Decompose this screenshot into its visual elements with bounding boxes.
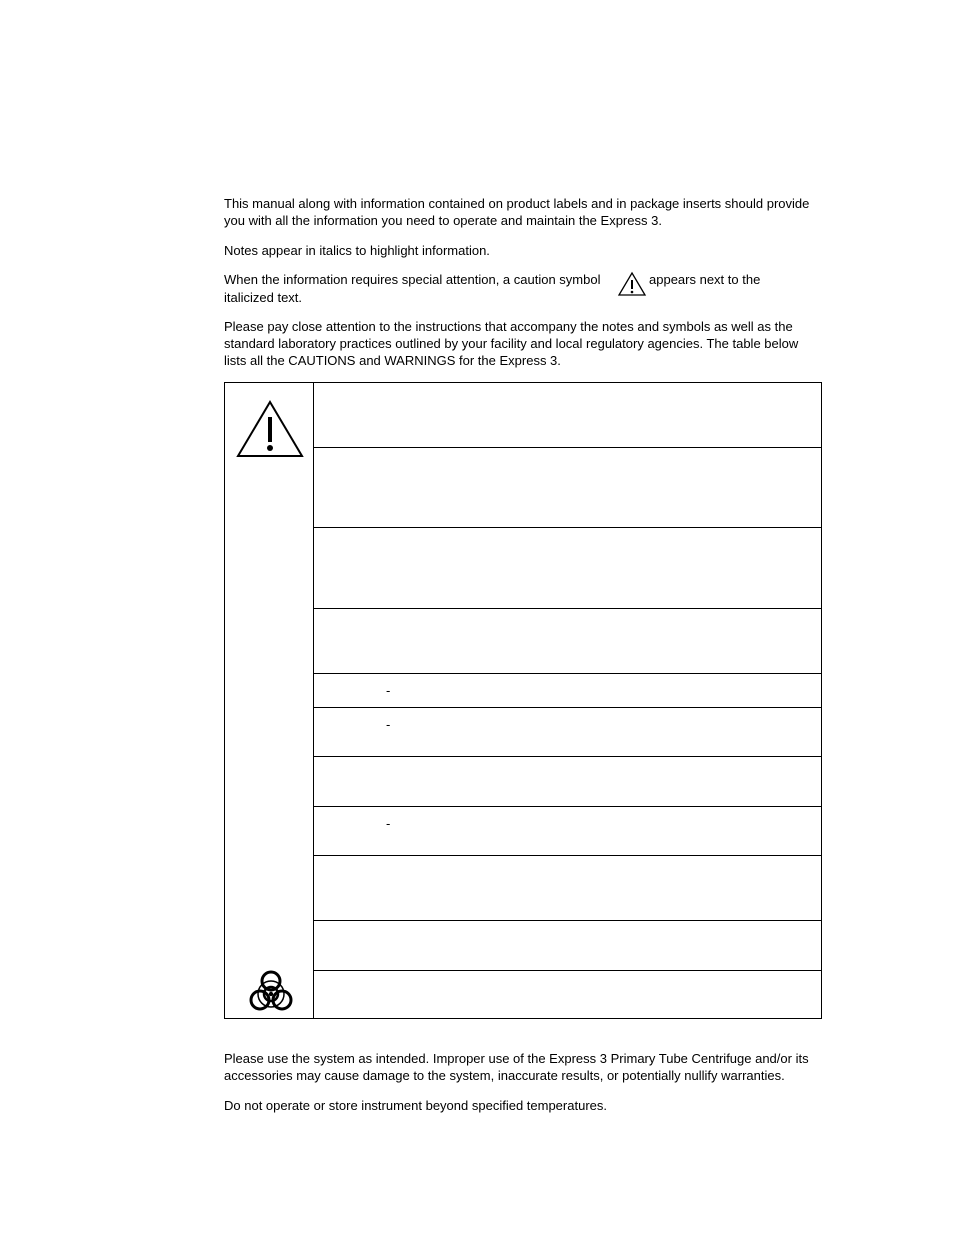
intro-paragraph-1: This manual along with information contained on product labels and in package inserts should provide you with all the information you need to operate and maintain the Express 3. [224, 196, 810, 228]
intro-paragraph-2: Notes appear in italics to highlight information. [224, 243, 490, 258]
row-dash: - [386, 717, 391, 732]
intro-paragraph-3-end: appears next to the [649, 272, 761, 287]
table-row [314, 609, 821, 674]
intro-paragraph-4: Please pay close attention to the instructions that accompany the notes and symbols as well as the standard laboratory practices outlined by your facility and local regulatory agencies. The table below lists all the CAUTIONS and WARNINGS for the Express 3. [224, 319, 799, 368]
cautions-warnings-table [224, 382, 822, 1019]
biohazard-icon [247, 969, 295, 1015]
row-dash: - [386, 683, 391, 698]
row-dash: - [386, 816, 391, 831]
intro-paragraph-3-next: italicized text. [224, 290, 303, 305]
intro-paragraph-3-start: When the information requires special attention, a caution symbol [224, 272, 601, 287]
table-row [314, 757, 821, 807]
caution-triangle-icon [235, 399, 305, 459]
footer-paragraph-2: Do not operate or store instrument beyond specified temperatures. [224, 1098, 607, 1113]
table-row [314, 971, 821, 1018]
table-row [314, 528, 821, 609]
table-row [314, 921, 821, 971]
table-row [314, 708, 821, 757]
table-row [314, 856, 821, 921]
footer-paragraph-1: Please use the system as intended. Improper use of the Express 3 Primary Tube Centrifuge and/or its accessories may cause damage to the system, inaccurate results, or potentially nullify warranties. [224, 1051, 809, 1083]
table-row [314, 448, 821, 528]
icon-column [225, 383, 314, 1018]
table-row [314, 383, 821, 448]
table-row [314, 807, 821, 856]
table-row [314, 674, 821, 708]
